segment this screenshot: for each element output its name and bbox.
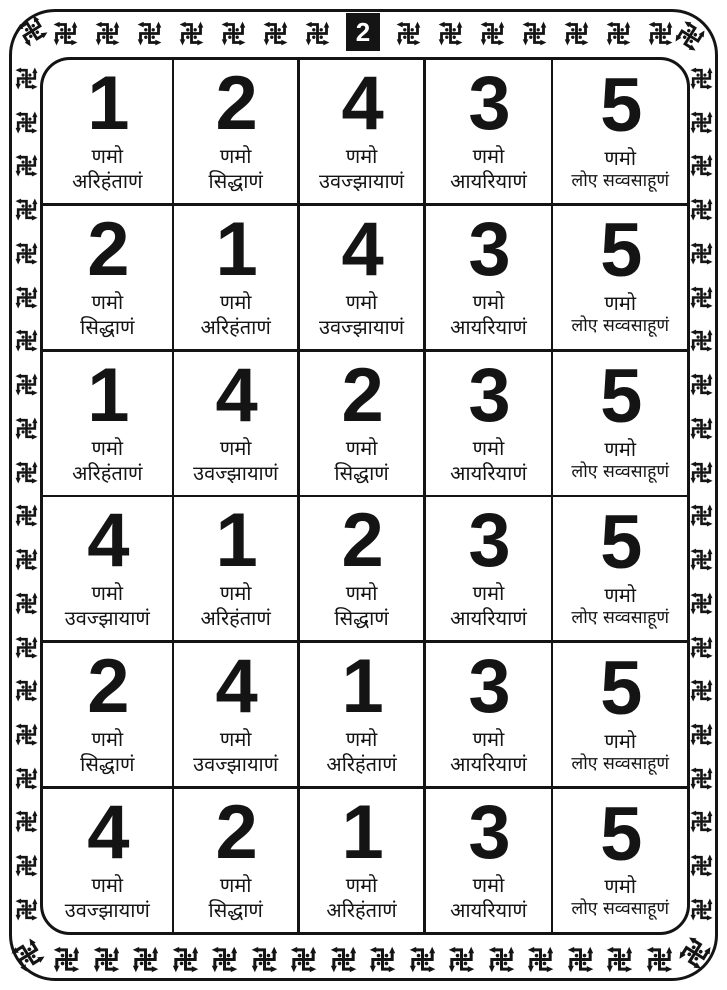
cell-mantra-line2: उवज्झायाणं (64, 897, 150, 922)
cell-mantra-line1: णमो (472, 289, 505, 314)
cell-number: 1 (341, 789, 382, 875)
swastika-icon (14, 722, 39, 747)
swastika-icon (210, 945, 239, 974)
swastika-icon (689, 853, 714, 878)
swastika-icon (14, 110, 39, 135)
cell-number: 1 (87, 352, 128, 438)
cell-mantra (80, 290, 134, 340)
swastika-icon (171, 945, 200, 974)
swastika-icon (437, 20, 464, 47)
swastika-icon (131, 945, 160, 974)
grid-cell (553, 643, 687, 786)
swastika-icon (479, 20, 506, 47)
cell-mantra-line2: लोए सव्वसाहूणं (571, 462, 670, 483)
cell-mantra (571, 291, 669, 338)
cell-mantra-line1: णमो (345, 435, 378, 460)
cell-number: 1 (215, 206, 256, 292)
cell-mantra-line1: णमो (472, 872, 505, 897)
cell-number: 5 (600, 791, 641, 877)
grid-cell (553, 497, 687, 640)
cell-mantra (319, 144, 404, 194)
cell-mantra (193, 727, 278, 777)
grid-cell (426, 643, 551, 786)
cell-mantra-line1: णमो (472, 727, 505, 752)
cell-mantra (571, 583, 669, 630)
swastika-icon (689, 328, 714, 353)
swastika-icon (14, 809, 39, 834)
cell-mantra-line2: आयरियाणं (450, 169, 527, 194)
cell-mantra-line2: आयरियाणं (450, 314, 527, 339)
cell-mantra-line2: आयरियाणं (450, 460, 527, 485)
cell-mantra-line1: णमो (219, 289, 252, 314)
cell-mantra-line1: णमो (91, 581, 124, 606)
cell-number: 5 (600, 354, 641, 440)
swastika-icon (14, 241, 39, 266)
cell-mantra-line2: अरिहंताणं (72, 169, 143, 194)
grid-cell (300, 206, 424, 349)
swastika-icon (689, 416, 714, 441)
cell-mantra-line1: णमो (345, 872, 378, 897)
cell-mantra-line2: लोए सव्वसाहूणं (571, 753, 670, 774)
grid-cell (426, 60, 551, 203)
swastika-icon (14, 328, 39, 353)
swastika-icon (605, 20, 632, 47)
cell-number: 3 (468, 352, 509, 438)
swastika-icon (408, 945, 437, 974)
swastika-icon (689, 197, 714, 222)
cell-mantra (450, 581, 527, 631)
cell-number: 2 (341, 352, 382, 438)
swastika-icon (689, 66, 714, 91)
swastika-icon (689, 678, 714, 703)
cell-mantra-line1: णमो (219, 435, 252, 460)
grid-cell (174, 789, 297, 932)
swastika-icon (689, 241, 714, 266)
cell-mantra (319, 290, 404, 340)
swastika-icon (689, 635, 714, 660)
cell-mantra-line1: णमो (604, 291, 637, 316)
cell-mantra-line2: आयरियाणं (450, 897, 527, 922)
cell-mantra-line2: लोए सव्वसाहूणं (571, 316, 670, 337)
swastika-icon (14, 66, 39, 91)
swastika-icon (689, 766, 714, 791)
cell-mantra (571, 729, 669, 776)
top-ornament-band (52, 10, 674, 56)
swastika-icon (52, 945, 81, 974)
cell-number: 2 (341, 498, 382, 584)
swastika-icon (14, 197, 39, 222)
grid-cell (43, 497, 172, 640)
swastika-icon (14, 853, 39, 878)
page-number-badge: 2 (346, 13, 380, 51)
grid-cell (426, 206, 551, 349)
swastika-icon (220, 20, 247, 47)
swastika-icon (447, 945, 476, 974)
cell-mantra-line2: लोए सव्वसाहूणं (571, 607, 670, 628)
cell-mantra (72, 436, 142, 486)
swastika-icon (689, 503, 714, 528)
swastika-icon (395, 20, 422, 47)
cell-mantra-line2: अरिहंताणं (326, 752, 397, 777)
cell-number: 4 (87, 498, 128, 584)
cell-mantra-line1: णमो (345, 144, 378, 169)
cell-number: 3 (468, 789, 509, 875)
cell-mantra-line1: णमो (604, 582, 637, 607)
swastika-icon (368, 945, 397, 974)
swastika-icon (563, 20, 590, 47)
grid-cell (300, 643, 424, 786)
swastika-icon (566, 945, 595, 974)
cell-mantra-line2: अरिहंताणं (200, 314, 271, 339)
cell-mantra (209, 873, 263, 923)
grid-cell (426, 497, 551, 640)
cell-mantra (571, 437, 669, 484)
swastika-icon (14, 547, 39, 572)
swastika-icon (14, 285, 39, 310)
grid-cell (553, 60, 687, 203)
cell-mantra-line2: सिद्धाणं (334, 606, 389, 631)
swastika-icon (14, 591, 39, 616)
cell-mantra-line2: अरिहंताणं (326, 897, 397, 922)
swastika-icon (250, 945, 279, 974)
cell-mantra-line1: णमो (219, 581, 252, 606)
cell-mantra (209, 144, 263, 194)
cell-mantra-line2: अरिहंताणं (72, 460, 143, 485)
cell-mantra-line1: णमो (345, 727, 378, 752)
grid-cell (300, 352, 424, 495)
swastika-icon (14, 153, 39, 178)
cell-number: 3 (468, 644, 509, 730)
bottom-ornament-band (52, 936, 674, 982)
swastika-icon (14, 372, 39, 397)
mantra-grid (40, 57, 690, 935)
swastika-icon (52, 20, 79, 47)
cell-mantra-line2: सिद्धाणं (208, 897, 263, 922)
cell-mantra-line1: णमो (345, 289, 378, 314)
cell-mantra-line2: उवज्झायाणं (193, 752, 279, 777)
grid-cell (426, 352, 551, 495)
cell-mantra-line2: उवज्झायाणं (193, 460, 279, 485)
swastika-icon (689, 153, 714, 178)
grid-cell (300, 497, 424, 640)
cell-mantra-line2: सिद्धाणं (80, 314, 135, 339)
grid-cell (426, 789, 551, 932)
cell-mantra-line2: उवज्झायाणं (319, 314, 405, 339)
cell-mantra (201, 581, 271, 631)
swastika-icon (689, 897, 714, 922)
cell-number: 4 (341, 61, 382, 147)
cell-mantra-line1: णमो (604, 437, 637, 462)
cell-number: 5 (600, 62, 641, 148)
cell-number: 4 (215, 352, 256, 438)
swastika-icon (689, 591, 714, 616)
cell-mantra (450, 290, 527, 340)
swastika-icon (689, 460, 714, 485)
cell-mantra (193, 436, 278, 486)
cell-mantra-line1: णमो (472, 581, 505, 606)
cell-number: 4 (341, 206, 382, 292)
swastika-icon (605, 945, 634, 974)
cell-number: 1 (341, 644, 382, 730)
swastika-icon (689, 372, 714, 397)
swastika-icon (94, 20, 121, 47)
grid-cell (174, 643, 297, 786)
swastika-icon (689, 110, 714, 135)
swastika-icon (289, 945, 318, 974)
swastika-icon (14, 635, 39, 660)
cell-mantra (571, 146, 669, 193)
cell-number: 5 (600, 208, 641, 294)
cell-number: 2 (87, 206, 128, 292)
cell-mantra-line2: आयरियाणं (450, 606, 527, 631)
swastika-icon (92, 945, 121, 974)
grid-cell (174, 60, 297, 203)
swastika-icon (304, 20, 331, 47)
cell-number: 2 (215, 789, 256, 875)
cell-mantra (326, 873, 396, 923)
cell-mantra (326, 727, 396, 777)
cell-mantra-line2: लोए सव्वसाहूणं (571, 899, 670, 920)
swastika-icon (689, 809, 714, 834)
cell-number: 3 (468, 206, 509, 292)
cell-mantra-line2: सिद्धाणं (208, 169, 263, 194)
cell-mantra-line1: णमो (91, 872, 124, 897)
cell-mantra-line1: णमो (472, 435, 505, 460)
grid-cell (43, 789, 172, 932)
cell-number: 2 (87, 644, 128, 730)
cell-number: 3 (468, 61, 509, 147)
swastika-icon (178, 20, 205, 47)
cell-mantra-line2: उवज्झायाणं (64, 606, 150, 631)
grid-cell (174, 352, 297, 495)
cell-number: 5 (600, 499, 641, 585)
swastika-icon (329, 945, 358, 974)
cell-mantra-line2: सिद्धाणं (334, 460, 389, 485)
swastika-icon (526, 945, 555, 974)
grid-cell (300, 60, 424, 203)
cell-mantra-line1: णमो (604, 145, 637, 170)
cell-mantra-line1: णमो (472, 144, 505, 169)
grid-cell (553, 206, 687, 349)
swastika-icon (262, 20, 289, 47)
cell-mantra (334, 581, 388, 631)
grid-cell (174, 206, 297, 349)
cell-mantra-line1: णमो (345, 581, 378, 606)
cell-mantra (65, 581, 150, 631)
grid-cell (43, 643, 172, 786)
cell-mantra-line2: उवज्झायाणं (319, 169, 405, 194)
cell-number: 4 (215, 644, 256, 730)
cell-mantra-line1: णमो (219, 144, 252, 169)
cell-number: 5 (600, 645, 641, 731)
cell-mantra-line2: सिद्धाणं (80, 752, 135, 777)
cell-mantra (450, 144, 527, 194)
cell-mantra-line1: णमो (91, 435, 124, 460)
swastika-icon (14, 897, 39, 922)
cell-mantra (80, 727, 134, 777)
grid-cell (43, 206, 172, 349)
cell-number: 1 (87, 61, 128, 147)
cell-mantra (334, 436, 388, 486)
cell-mantra (201, 290, 271, 340)
cell-mantra-line2: अरिहंताणं (200, 606, 271, 631)
swastika-icon (14, 460, 39, 485)
right-ornament-band (686, 66, 716, 922)
cell-mantra (450, 873, 527, 923)
cell-number: 2 (215, 61, 256, 147)
cell-mantra (72, 144, 142, 194)
cell-number: 4 (87, 789, 128, 875)
cell-mantra (450, 436, 527, 486)
cell-mantra (571, 874, 669, 921)
cell-mantra-line1: णमो (91, 144, 124, 169)
grid-cell (174, 497, 297, 640)
cell-mantra-line1: णमो (604, 874, 637, 899)
cell-mantra (65, 873, 150, 923)
grid-cell (553, 352, 687, 495)
cell-mantra (450, 727, 527, 777)
swastika-icon (14, 416, 39, 441)
swastika-icon (14, 766, 39, 791)
swastika-icon (14, 678, 39, 703)
cell-mantra-line1: णमो (219, 727, 252, 752)
cell-mantra-line1: णमो (604, 728, 637, 753)
swastika-icon (689, 547, 714, 572)
swastika-icon (689, 722, 714, 747)
grid-cell (43, 60, 172, 203)
cell-number: 1 (215, 498, 256, 584)
swastika-icon (689, 285, 714, 310)
swastika-icon (14, 503, 39, 528)
swastika-icon (645, 945, 674, 974)
cell-number: 3 (468, 498, 509, 584)
cell-mantra-line1: णमो (91, 289, 124, 314)
cell-mantra-line1: णमो (219, 872, 252, 897)
swastika-icon (136, 20, 163, 47)
grid-cell (300, 789, 424, 932)
swastika-icon (647, 20, 674, 47)
swastika-icon (487, 945, 516, 974)
swastika-icon (521, 20, 548, 47)
cell-mantra-line1: णमो (91, 727, 124, 752)
cell-mantra-line2: आयरियाणं (450, 752, 527, 777)
cell-mantra-line2: लोए सव्वसाहूणं (571, 170, 670, 191)
grid-cell (553, 789, 687, 932)
left-ornament-band (11, 66, 41, 922)
grid-cell (43, 352, 172, 495)
